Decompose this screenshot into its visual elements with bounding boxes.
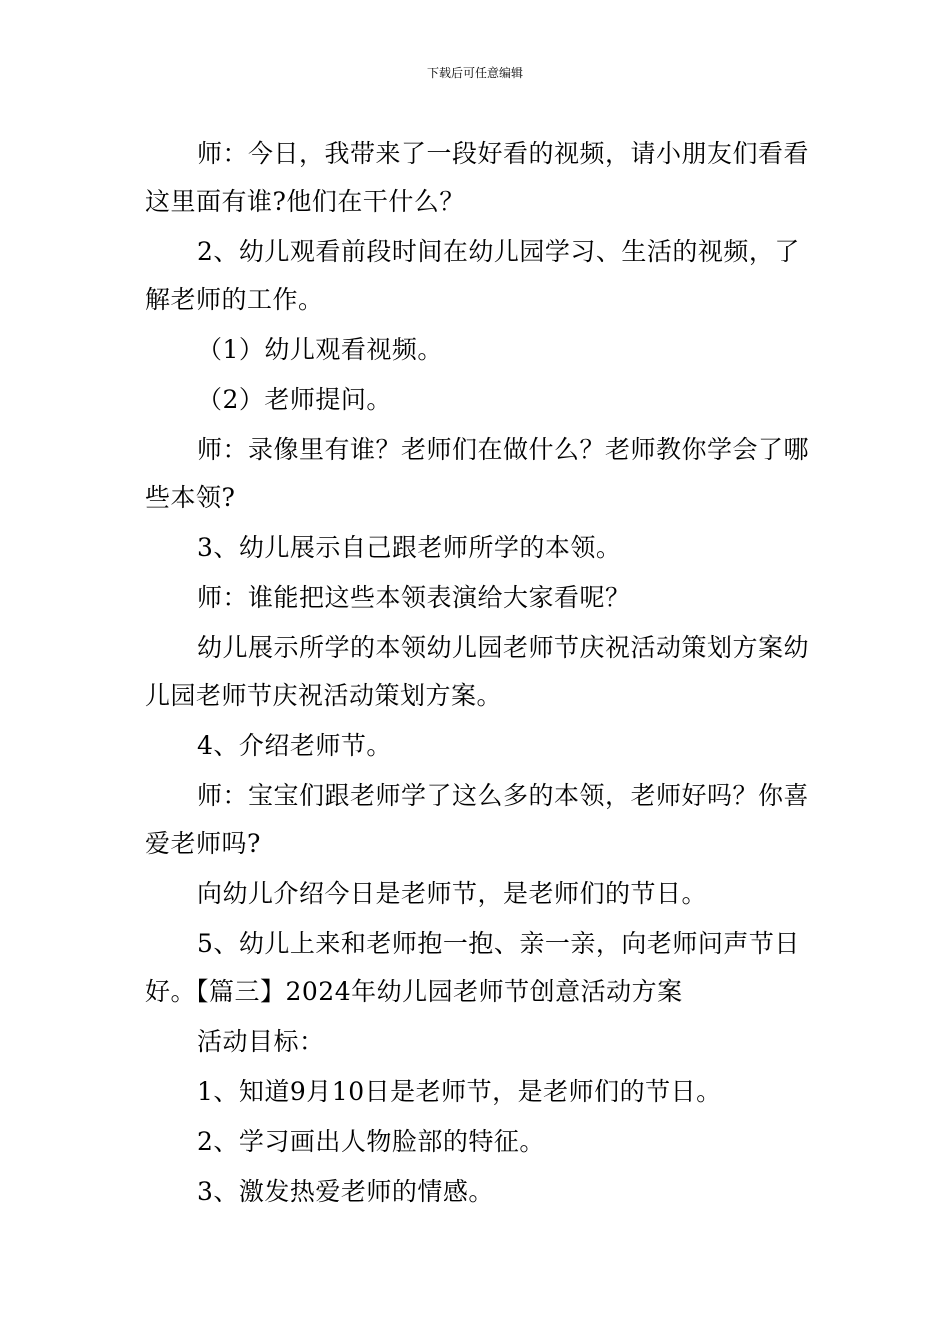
paragraph: 活动目标： <box>197 1027 325 1056</box>
paragraph: 2、幼儿观看前段时间在幼儿园学习、生活的视频，了解老师的工作。 <box>145 237 800 314</box>
page-header: 下载后可任意编辑 <box>426 66 523 80</box>
paragraph: 师：宝宝们跟老师学了这么多的本领，老师好吗？你喜爱老师吗? <box>145 781 810 858</box>
paragraph: 向幼儿介绍今日是老师节，是老师们的节日。 <box>197 879 708 908</box>
paragraph: 3、幼儿展示自己跟老师所学的本领。 <box>197 533 622 562</box>
document-body <box>145 130 810 1218</box>
paragraph: 5、幼儿上来和老师抱一抱、亲一亲，向老师问声节日好。【篇三】2024年幼儿园老师节创意活动方案 <box>145 929 800 1006</box>
paragraph: 师：录像里有谁？老师们在做什么？老师教你学会了哪些本领? <box>145 435 810 512</box>
paragraph: 师：谁能把这些本领表演给大家看呢？ <box>197 583 631 612</box>
paragraph: 3、激发热爱老师的情感。 <box>197 1177 494 1206</box>
paragraph: 幼儿展示所学的本领幼儿园老师节庆祝活动策划方案幼儿园老师节庆祝活动策划方案。 <box>145 633 810 710</box>
paragraph: 师：今日，我带来了一段好看的视频，请小朋友们看看这里面有谁?他们在干什么？ <box>145 139 810 216</box>
paragraph: 2、学习画出人物脸部的特征。 <box>197 1127 545 1156</box>
paragraph: （2）老师提问。 <box>197 385 392 414</box>
paragraph: 4、介绍老师节。 <box>197 731 392 760</box>
paragraph: 1、知道9月10日是老师节，是老师们的节日。 <box>197 1077 722 1106</box>
paragraph: （1）幼儿观看视频。 <box>197 335 443 364</box>
